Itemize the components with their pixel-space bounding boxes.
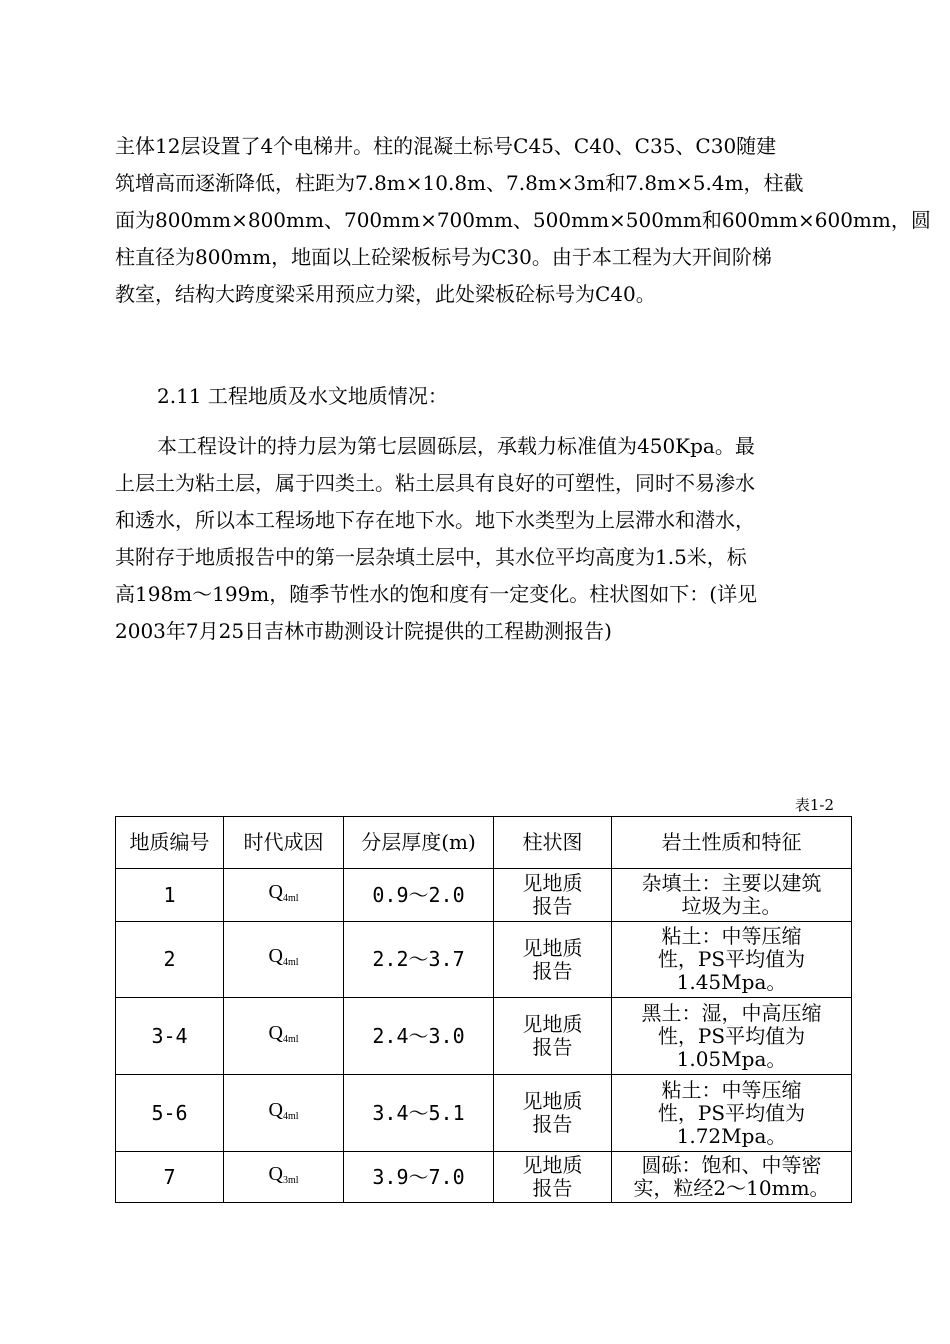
- cell-column: [494, 998, 612, 1075]
- cell-nature: [612, 922, 852, 998]
- era-subscript: 4ml: [282, 957, 299, 968]
- cell-thickness: 2.2～3.7: [344, 922, 494, 998]
- cell-line: 报告: [532, 894, 573, 918]
- cell-id: 2: [116, 922, 224, 998]
- cell-line: 性，PS平均值为: [657, 1023, 806, 1048]
- cell-line: 性，PS平均值为: [657, 947, 806, 971]
- table-row: [116, 869, 852, 922]
- era-letter: Q: [268, 1162, 283, 1185]
- section-heading-block: [115, 378, 835, 415]
- paragraph-line: 本工程设计的持力层为第七层圆砾层，承载力标准值为450Kpa。最: [157, 434, 755, 458]
- paragraph-geology: [115, 428, 835, 650]
- cell-era: [224, 998, 344, 1075]
- cell-line: 杂填土：主要以建筑: [641, 871, 822, 895]
- era-letter: Q: [268, 945, 283, 967]
- paragraph-line: 2003年7月25日吉林市勘测设计院提供的工程勘测报告): [115, 619, 612, 643]
- cell-line: 报告: [532, 1035, 573, 1059]
- paragraph-line: 上层土为粘土层，属于四类土。粘土层具有良好的可塑性，同时不易渗水: [115, 471, 755, 495]
- era-letter: Q: [268, 1098, 283, 1121]
- cell-line: 粘土：中等压缩: [661, 1077, 802, 1102]
- paragraph-line: 主体12层设置了4个电梯井。柱的混凝土标号C45、C40、C35、C30随建: [115, 134, 777, 158]
- cell-line: 性，PS平均值为: [657, 1100, 806, 1125]
- cell-column: [494, 1152, 612, 1203]
- header-id: 地质编号: [116, 817, 224, 869]
- cell-nature: [612, 1152, 852, 1203]
- table-row: [116, 1152, 852, 1203]
- cell-line: 报告: [532, 1176, 573, 1200]
- era-subscript: 3ml: [282, 1174, 299, 1186]
- cell-line: 1.45Mpa。: [676, 970, 787, 994]
- paragraph-line: 教室，结构大跨度梁采用预应力梁，此处梁板砼标号为C40。: [115, 282, 656, 306]
- cell-line: 见地质: [522, 1012, 583, 1036]
- cell-line: 垃圾为主。: [681, 894, 782, 918]
- cell-nature: [612, 998, 852, 1075]
- table-header-row: [116, 817, 852, 869]
- cell-line: 见地质: [522, 935, 583, 960]
- cell-line: 见地质: [522, 871, 583, 895]
- cell-id: 1: [116, 869, 224, 922]
- cell-line: 1.72Mpa。: [676, 1123, 787, 1148]
- cell-column: [494, 1075, 612, 1152]
- table-row: [116, 922, 852, 998]
- geology-table: [115, 816, 852, 1203]
- table-row: [116, 998, 852, 1075]
- table-row: [116, 1075, 852, 1152]
- cell-era: [224, 1152, 344, 1203]
- cell-thickness: 3.4～5.1: [344, 1075, 494, 1152]
- cell-thickness: 0.9～2.0: [344, 869, 494, 922]
- header-thickness: 分层厚度(m): [344, 817, 494, 869]
- cell-era: [224, 869, 344, 922]
- paragraph-line: 其附存于地质报告中的第一层杂填土层中，其水位平均高度为1.5米，标: [115, 545, 747, 569]
- era-letter: Q: [268, 880, 283, 903]
- header-column: 柱状图: [494, 817, 612, 869]
- paragraph-line: 面为800mm×800mm、700mm×700mm、500mm×500mm和600mm×600mm，圆: [115, 208, 931, 232]
- cell-column: [494, 869, 612, 922]
- header-nature: 岩土性质和特征: [612, 817, 852, 869]
- cell-line: 见地质: [522, 1153, 583, 1177]
- cell-id: 3-4: [116, 998, 224, 1075]
- cell-thickness: 3.9～7.0: [344, 1152, 494, 1203]
- paragraph-line: 柱直径为800mm，地面以上砼梁板标号为C30。由于本工程为大开间阶梯: [115, 245, 772, 269]
- cell-line: 圆砾：饱和、中等密: [641, 1153, 822, 1177]
- paragraph-line: 高198m～199m，随季节性水的饱和度有一定变化。柱状图如下：(详见: [115, 582, 758, 606]
- cell-line: 黑土：湿，中高压缩: [641, 1000, 822, 1025]
- header-era: 时代成因: [224, 817, 344, 869]
- paragraph-line: 和透水，所以本工程场地下存在地下水。地下水类型为上层滞水和潜水，: [115, 508, 755, 532]
- cell-line: 见地质: [522, 1089, 583, 1113]
- era-subscript: 4ml: [282, 1033, 299, 1045]
- cell-column: [494, 922, 612, 998]
- cell-era: [224, 1075, 344, 1152]
- cell-line: 报告: [532, 1112, 573, 1136]
- era-subscript: 4ml: [282, 892, 299, 904]
- era-letter: Q: [268, 1021, 283, 1044]
- cell-id: 7: [116, 1152, 224, 1203]
- cell-line: 1.05Mpa。: [676, 1046, 787, 1071]
- table-label: 表1-2: [794, 796, 834, 814]
- cell-line: 实，粒经2～10mm。: [633, 1176, 830, 1200]
- cell-era: [224, 922, 344, 998]
- cell-id: 5-6: [116, 1075, 224, 1152]
- paragraph-line: 筑增高而逐渐降低，柱距为7.8m×10.8m、7.8m×3m和7.8m×5.4m，柱截: [115, 171, 804, 195]
- era-subscript: 4ml: [282, 1110, 299, 1122]
- cell-nature: [612, 869, 852, 922]
- cell-line: 报告: [532, 958, 573, 983]
- cell-thickness: 2.4～3.0: [344, 998, 494, 1075]
- paragraph-structure: [115, 128, 931, 313]
- cell-nature: [612, 1075, 852, 1152]
- cell-line: 粘土：中等压缩: [661, 924, 802, 948]
- section-heading: 2.11 工程地质及水文地质情况：: [157, 384, 448, 408]
